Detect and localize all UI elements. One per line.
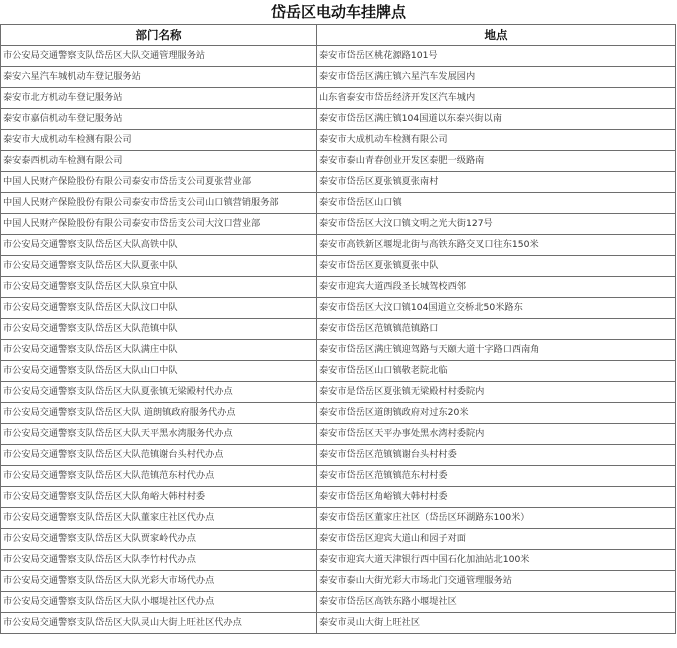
table-row — [1, 214, 676, 235]
dept-cell: 市公安局交通警察支队岱岳区大队范镇中队 — [1, 319, 317, 340]
addr-cell: 泰安市岱岳区大汶口镇104国道立交桥北50米路东 — [317, 298, 676, 319]
addr-cell: 泰安市泰山青春创业开发区泰肥一级路南 — [317, 151, 676, 172]
addr-cell: 泰安市迎宾大道天津银行西中国石化加油站北100米 — [317, 550, 676, 571]
dept-cell: 泰安市大成机动车检测有限公司 — [1, 130, 317, 151]
dept-cell: 市公安局交通警察支队岱岳区大队小堰堤社区代办点 — [1, 592, 317, 613]
dept-cell: 市公安局交通警察支队岱岳区大队灵山大街上旺社区代办点 — [1, 613, 317, 634]
dept-cell: 泰安市北方机动车登记服务站 — [1, 88, 317, 109]
table-row — [1, 298, 676, 319]
table-row — [1, 88, 676, 109]
dept-cell: 市公安局交通警察支队岱岳区大队 道朗镇政府服务代办点 — [1, 403, 317, 424]
dept-cell: 市公安局交通警察支队岱岳区大队满庄中队 — [1, 340, 317, 361]
table-row — [1, 508, 676, 529]
table-row — [1, 403, 676, 424]
registration-points-table — [0, 24, 676, 634]
addr-cell: 泰安市岱岳区董家庄社区（岱岳区环湖路东100米） — [317, 508, 676, 529]
table-row — [1, 382, 676, 403]
dept-cell: 市公安局交通警察支队岱岳区大队高铁中队 — [1, 235, 317, 256]
table-row — [1, 235, 676, 256]
table-row — [1, 424, 676, 445]
table-row — [1, 46, 676, 67]
table-row — [1, 277, 676, 298]
table-row — [1, 445, 676, 466]
addr-cell: 泰安市岱岳区山口镇 — [317, 193, 676, 214]
addr-cell: 泰安市岱岳区满庄镇104国道以东泰兴街以南 — [317, 109, 676, 130]
column-header-dept: 部门名称 — [1, 25, 317, 46]
page-title: 岱岳区电动车挂牌点 — [270, 3, 406, 21]
addr-cell: 泰安市迎宾大道西段圣长城驾校西邻 — [317, 277, 676, 298]
addr-cell: 泰安市岱岳区道朗镇政府对过东20米 — [317, 403, 676, 424]
table-row — [1, 592, 676, 613]
addr-cell: 泰安市岱岳区角峪镇大韩村村委 — [317, 487, 676, 508]
dept-cell: 市公安局交通警察支队岱岳区大队夏张中队 — [1, 256, 317, 277]
dept-cell: 市公安局交通警察支队岱岳区大队角峪大韩村村委 — [1, 487, 317, 508]
dept-cell: 中国人民财产保险股份有限公司泰安市岱岳支公司夏张营业部 — [1, 172, 317, 193]
dept-cell: 泰安六星汽车城机动车登记服务站 — [1, 67, 317, 88]
addr-cell: 泰安市岱岳区范镇镇谢台头村村委 — [317, 445, 676, 466]
dept-cell: 市公安局交通警察支队岱岳区大队汶口中队 — [1, 298, 317, 319]
table-header-row — [1, 25, 676, 46]
addr-cell: 泰安市灵山大街上旺社区 — [317, 613, 676, 634]
addr-cell: 泰安市是岱岳区夏张镇无梁殿村村委院内 — [317, 382, 676, 403]
table-row — [1, 550, 676, 571]
addr-cell: 泰安市岱岳区天平办事处黑水湾村委院内 — [317, 424, 676, 445]
column-header-addr: 地点 — [317, 25, 676, 46]
table-row — [1, 487, 676, 508]
addr-cell: 泰安市高铁新区堰堤北街与高铁东路交叉口往东150米 — [317, 235, 676, 256]
dept-cell: 泰安泰西机动车检测有限公司 — [1, 151, 317, 172]
table-row — [1, 151, 676, 172]
addr-cell: 泰安市岱岳区高铁东路小堰堤社区 — [317, 592, 676, 613]
addr-cell: 泰安市岱岳区满庄镇六星汽车发展园内 — [317, 67, 676, 88]
addr-cell: 泰安市岱岳区大汶口镇文明之光大街127号 — [317, 214, 676, 235]
table-row — [1, 193, 676, 214]
dept-cell: 市公安局交通警察支队岱岳区大队夏张镇无梁殿村代办点 — [1, 382, 317, 403]
table-row — [1, 67, 676, 88]
dept-cell: 市公安局交通警察支队岱岳区大队泉宜中队 — [1, 277, 317, 298]
table-row — [1, 340, 676, 361]
dept-cell: 中国人民财产保险股份有限公司泰安市岱岳支公司山口镇营销服务部 — [1, 193, 317, 214]
dept-cell: 中国人民财产保险股份有限公司泰安市岱岳支公司大汶口营业部 — [1, 214, 317, 235]
dept-cell: 市公安局交通警察支队岱岳区大队贾家岭代办点 — [1, 529, 317, 550]
addr-cell: 泰安市岱岳区夏张镇夏张南村 — [317, 172, 676, 193]
dept-cell: 市公安局交通警察支队岱岳区大队范镇谢台头村代办点 — [1, 445, 317, 466]
addr-cell: 泰安市岱岳区范镇镇范东村村委 — [317, 466, 676, 487]
dept-cell: 市公安局交通警察支队岱岳区大队董家庄社区代办点 — [1, 508, 317, 529]
dept-cell: 市公安局交通警察支队岱岳区大队天平黑水湾服务代办点 — [1, 424, 317, 445]
table-row — [1, 319, 676, 340]
addr-cell: 泰安市岱岳区夏张镇夏张中队 — [317, 256, 676, 277]
addr-cell: 泰安市岱岳区山口镇敬老院北临 — [317, 361, 676, 382]
dept-cell: 市公安局交通警察支队岱岳区大队交通管理服务站 — [1, 46, 317, 67]
table-row — [1, 571, 676, 592]
addr-cell: 泰安市大成机动车检测有限公司 — [317, 130, 676, 151]
addr-cell: 泰安市岱岳区迎宾大道山和园子对面 — [317, 529, 676, 550]
table-row — [1, 529, 676, 550]
table-row — [1, 613, 676, 634]
table-row — [1, 109, 676, 130]
table-body — [1, 46, 676, 634]
dept-cell: 市公安局交通警察支队岱岳区大队山口中队 — [1, 361, 317, 382]
table-row — [1, 172, 676, 193]
addr-cell: 山东省泰安市岱岳经济开发区汽车城内 — [317, 88, 676, 109]
addr-cell: 泰安市岱岳区桃花源路101号 — [317, 46, 676, 67]
addr-cell: 泰安市岱岳区满庄镇迎驾路与天颐大道十字路口西南角 — [317, 340, 676, 361]
table-row — [1, 256, 676, 277]
table-row — [1, 361, 676, 382]
dept-cell: 市公安局交通警察支队岱岳区大队李竹村代办点 — [1, 550, 317, 571]
table-row — [1, 130, 676, 151]
addr-cell: 泰安市泰山大街光彩大市场北门交通管理服务站 — [317, 571, 676, 592]
table-row — [1, 466, 676, 487]
dept-cell: 泰安市嘉信机动车登记服务站 — [1, 109, 317, 130]
dept-cell: 市公安局交通警察支队岱岳区大队光彩大市场代办点 — [1, 571, 317, 592]
addr-cell: 泰安市岱岳区范镇镇范镇路口 — [317, 319, 676, 340]
dept-cell: 市公安局交通警察支队岱岳区大队范镇范东村代办点 — [1, 466, 317, 487]
